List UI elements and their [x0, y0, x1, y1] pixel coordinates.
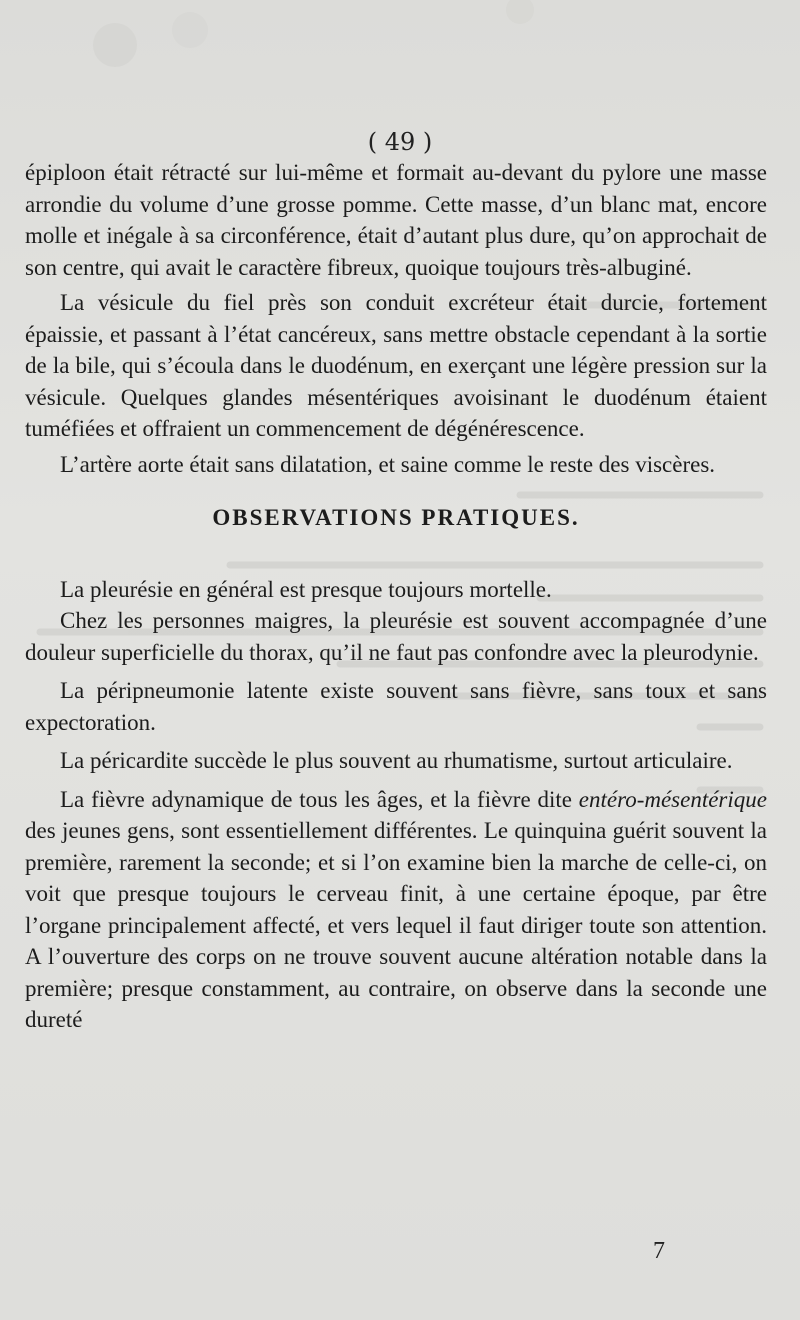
paragraph-personnes-maigres: Chez les personnes maigres, la pleurésie est souvent accompagnée d’une douleur superficielle du thorax, qu’il ne faut pas confondre avec la pleurodynie. [25, 608, 767, 665]
paragraph-vesicule: La vésicule du fiel près son conduit excréteur était durcie, fortement épaissie, et passant à l’état cancéreux, sans mettre obstacle cependant à la sortie de la bile, qui s’écoula dans le duodénum, en exerçant une légère pression sur la vésicule. Quelques glandes mésentériques avoisinant le duodénum étaient tuméfiées et offraient un commencement de dégénérescence. [25, 290, 767, 441]
paragraph-pericardite: La péricardite succède le plus souvent au rhumatisme, surtout articulaire. [60, 748, 733, 773]
paragraph-fievre-adynamique [25, 784, 767, 1036]
section-heading: OBSERVATIONS PRATIQUES. [212, 505, 580, 530]
paragraph-fievre-text-b: des jeunes gens, sont essentiellement différentes. Le quinquina guérit souvent la première, rarement la seconde; et si l’on examine bien la marche de celle-ci, on voit que presque toujours le cerveau finit, à une certaine époque, par être l’organe principalement affecté, et vers lequel il faut diriger toute son attention. A l’ouverture des corps on ne trouve souvent aucune altération notable dans la première; presque constamment, au contraire, on observe dans la seconde une dureté [25, 818, 767, 1032]
paragraph-peripneumonie: La péripneumonie latente existe souvent sans fièvre, sans toux et sans expectoration. [25, 678, 767, 735]
paragraph-continued: épiploon était rétracté sur lui-même et formait au-devant du pylore une masse arrondie du volume d’une grosse pomme. Cette masse, d’un blanc mat, encore molle et inégale à sa circonférence, était d’autant plus dure, qu’on approchait de son centre, qui avait le caractère fibreux, quoique toujours très-albuginé. [25, 160, 767, 280]
page-body [25, 157, 767, 1036]
paragraph-fievre-italic: entéro-mésentérique [578, 786, 767, 812]
paragraph-pleuresie: La pleurésie en général est presque toujours mortelle. [60, 576, 552, 602]
paragraph-artere: L’artère aorte était sans dilatation, et saine comme le reste des viscères. [60, 451, 716, 477]
paragraph-fievre-text-a: La fièvre adynamique de tous les âges, et la fièvre dite [60, 786, 579, 812]
page-number: ( 49 ) [367, 128, 433, 156]
signature-mark: 7 [653, 1238, 665, 1264]
